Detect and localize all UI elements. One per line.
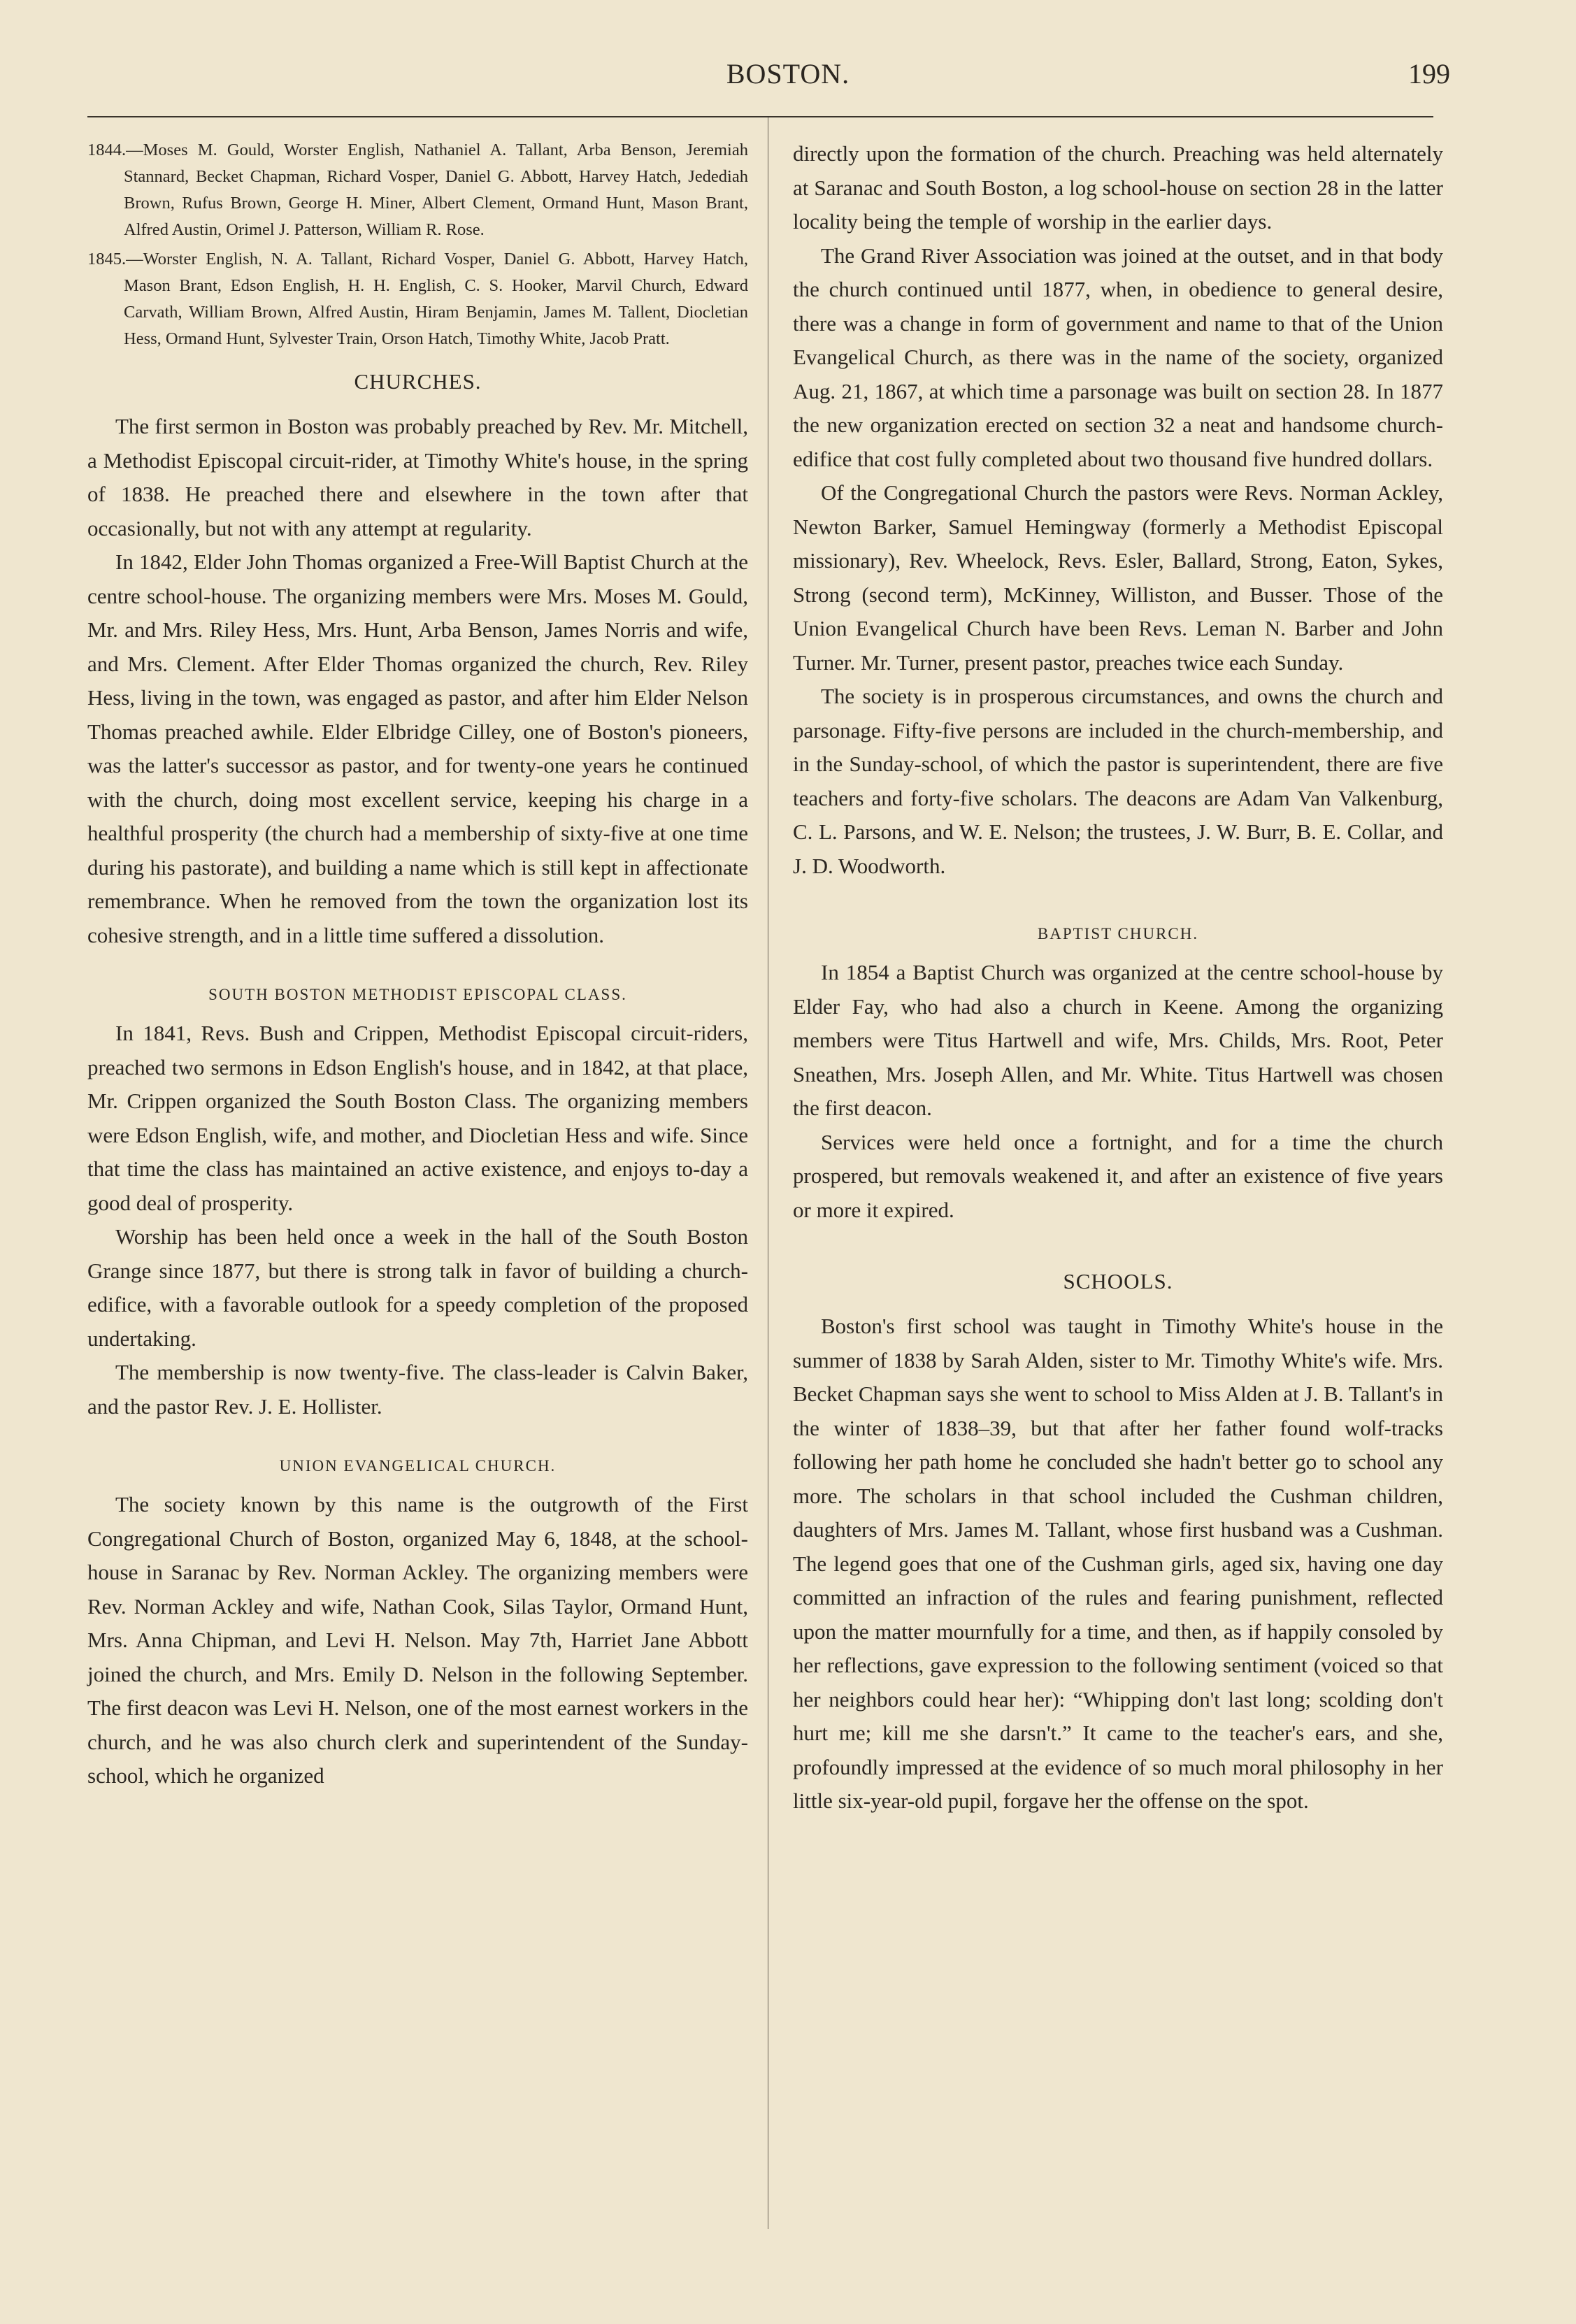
baptist-church-heading: BAPTIST CHURCH. bbox=[1037, 925, 1199, 942]
union-evangelical-paragraph: The society known by this name is the outgrowth of the First Congregational Church of Boston, organized May 6, 1848, at the school-house in Saranac by Rev. Norman Ackley. The organizing members were Rev. Norman Ackley and wife, Nathan Cook, Silas Taylor, Ormand Hunt, Mrs. Anna Chipman, and Levi H. Nelson. May 7th, Harriet Jane Abbott joined the church, and Mrs. Emily D. Nelson in the following September. The first deacon was Levi H. Nelson, one of the most earnest workers in the church, and he was also church clerk and superintendent of the Sunday-school, which he organized bbox=[87, 1492, 748, 1788]
churches-paragraph: In 1842, Elder John Thomas organized a Free-Will Baptist Church at the centre school-house. The organizing members were Mrs. Moses M. Gould, Mr. and Mrs. Riley Hess, Mrs. Hunt, Arba Benson, James Norris and wife, and Mrs. Clement. After Elder Thomas organized the church, Rev. Riley Hess, living in the town, was engaged as pastor, and after him Elder Nelson Thomas preached awhile. Elder Elbridge Cilley, one of Boston's pioneers, was the latter's successor as pastor, and for twenty-one years he continued with the church, doing most excellent service, keeping his charge in a healthful prosperity (the church had a membership of sixty-five at one time during his pastorate), and building a name which is still kept in affectionate remembrance. When he removed from the town the organization lost its cohesive strength, and in a little time suffered a dissolution. bbox=[87, 550, 748, 947]
page-number: 199 bbox=[1408, 58, 1450, 89]
methodist-class-heading: SOUTH BOSTON METHODIST EPISCOPAL CLASS. bbox=[208, 986, 627, 1003]
methodist-paragraph: In 1841, Revs. Bush and Crippen, Methodist Episcopal circuit-riders, preached two sermons in Edson English's house, and in 1842, at that place, Mr. Crippen organized the South Boston Class. The organizing members were Edson English, wife, and mother, and Diocletian Hess and wife. Since that time the class has maintained an active existence, and enjoys to-day a good deal of prosperity. bbox=[87, 1021, 748, 1215]
union-evangelical-paragraph: The Grand River Association was joined at the outset, and in that body the church continued until 1877, when, in obedience to general desire, there was a change in form of government and name to that of the Union Evangelical Church, as there was in the name of the society, organized Aug. 21, 1867, at which time a parsonage was built on section 28. In 1877 the new organization erected on section 32 a neat and handsome church-edifice that cost fully completed about two thousand five hundred dollars. bbox=[793, 243, 1443, 471]
left-column bbox=[87, 137, 748, 1793]
officer-list-1845: 1845.—Worster English, N. A. Tallant, Richard Vosper, Daniel G. Abbott, Harvey Hatch, Mason Brant, Edson English, H. H. English, C. S. Hooker, Marvil Church, Edward Carvath, William Brown, Alfred Austin, Hiram Benjamin, James M. Tallent, Diocletian Hess, Ormand Hunt, Sylvester Train, Orson Hatch, Timothy White, Jacob Pratt. bbox=[87, 250, 748, 348]
union-evangelical-paragraph: The society is in prosperous circumstances, and owns the church and parsonage. Fifty-five persons are included in the church-membership, and in the Sunday-school, of which the pastor is superintendent, there are five teachers and forty-five scholars. The deacons are Adam Van Valkenburg, C. L. Parsons, and W. E. Nelson; the trustees, J. W. Burr, B. E. Collar, and J. D. Woodworth. bbox=[793, 684, 1443, 878]
running-head-title: BOSTON. bbox=[726, 58, 850, 89]
union-evangelical-continued: directly upon the formation of the church. Preaching was held alternately at Saranac and South Boston, a log school-house on section 28 in the latter locality being the temple of worship in the earlier days. bbox=[793, 141, 1443, 234]
baptist-paragraph: In 1854 a Baptist Church was organized at the centre school-house by Elder Fay, who had also a church in Keene. Among the organizing members were Titus Hartwell and wife, Mrs. Childs, Mrs. Root, Peter Sneathen, Mrs. Joseph Allen, and Mr. White. Titus Hartwell was chosen the first deacon. bbox=[793, 960, 1443, 1120]
schools-heading: SCHOOLS. bbox=[1063, 1269, 1173, 1293]
methodist-paragraph: The membership is now twenty-five. The class-leader is Calvin Baker, and the pastor Rev. J. E. Hollister. bbox=[87, 1360, 748, 1419]
right-column bbox=[793, 137, 1443, 1819]
union-evangelical-heading: UNION EVANGELICAL CHURCH. bbox=[279, 1457, 557, 1475]
churches-heading: CHURCHES. bbox=[354, 369, 482, 394]
baptist-paragraph: Services were held once a fortnight, and for a time the church prospered, but removals weakened it, and after an existence of five years or more it expired. bbox=[793, 1129, 1443, 1222]
header-rule bbox=[87, 116, 1433, 117]
churches-paragraph: The first sermon in Boston was probably preached by Rev. Mr. Mitchell, a Methodist Episcopal circuit-rider, at Timothy White's house, in the spring of 1838. He preached there and elsewhere in the town after that occasionally, but not with any attempt at regularity. bbox=[87, 414, 748, 540]
schools-paragraph: Boston's first school was taught in Timothy White's house in the summer of 1838 by Sarah Alden, sister to Mr. Timothy White's wife. Mrs. Becket Chapman says she went to school to Miss Alden at J. B. Tallant's in the winter of 1838–39, but that after her father found wolf-tracks following her path home he concluded she hadn't better go to school any more. The scholars in that school included the Cushman children, daughters of Mrs. James M. Tallant, whose first husband was a Cushman. The legend goes that one of the Cushman girls, aged six, having one day committed an infraction of the rules and fearing punishment, reflected upon the matter mournfully for a time, and then, as if happily consoled by her reflections, gave expression to the following sentiment (voiced so that her neighbors could hear her): “Whipping don't last long; scolding don't hurt me; kill me she darsn't.” It came to the teacher's ears, and she, profoundly impressed at the evidence of so much moral philosophy in her little six-year-old pupil, forgave her the offense on the spot. bbox=[793, 1314, 1443, 1813]
union-evangelical-paragraph: Of the Congregational Church the pastors were Revs. Norman Ackley, Newton Barker, Samuel Hemingway (formerly a Methodist Episcopal missionary), Rev. Wheelock, Revs. Esler, Ballard, Strong, Eaton, Sykes, Strong (second term), McKinney, Williston, and Busser. Those of the Union Evangelical Church have been Revs. Leman N. Barber and John Turner. Mr. Turner, present pastor, preaches twice each Sunday. bbox=[793, 480, 1443, 675]
methodist-paragraph: Worship has been held once a week in the hall of the South Boston Grange since 1877, but there is strong talk in favor of building a church-edifice, with a favorable outlook for a speedy completion of the proposed undertaking. bbox=[87, 1224, 748, 1351]
officer-list-1844: 1844.—Moses M. Gould, Worster English, Nathaniel A. Tallant, Arba Benson, Jeremiah Stannard, Becket Chapman, Richard Vosper, Daniel G. Abbott, Harvey Hatch, Jedediah Brown, Rufus Brown, George H. Miner, Albert Clement, Ormand Hunt, Mason Brant, Alfred Austin, Orimel J. Patterson, William R. Rose. bbox=[87, 141, 748, 239]
